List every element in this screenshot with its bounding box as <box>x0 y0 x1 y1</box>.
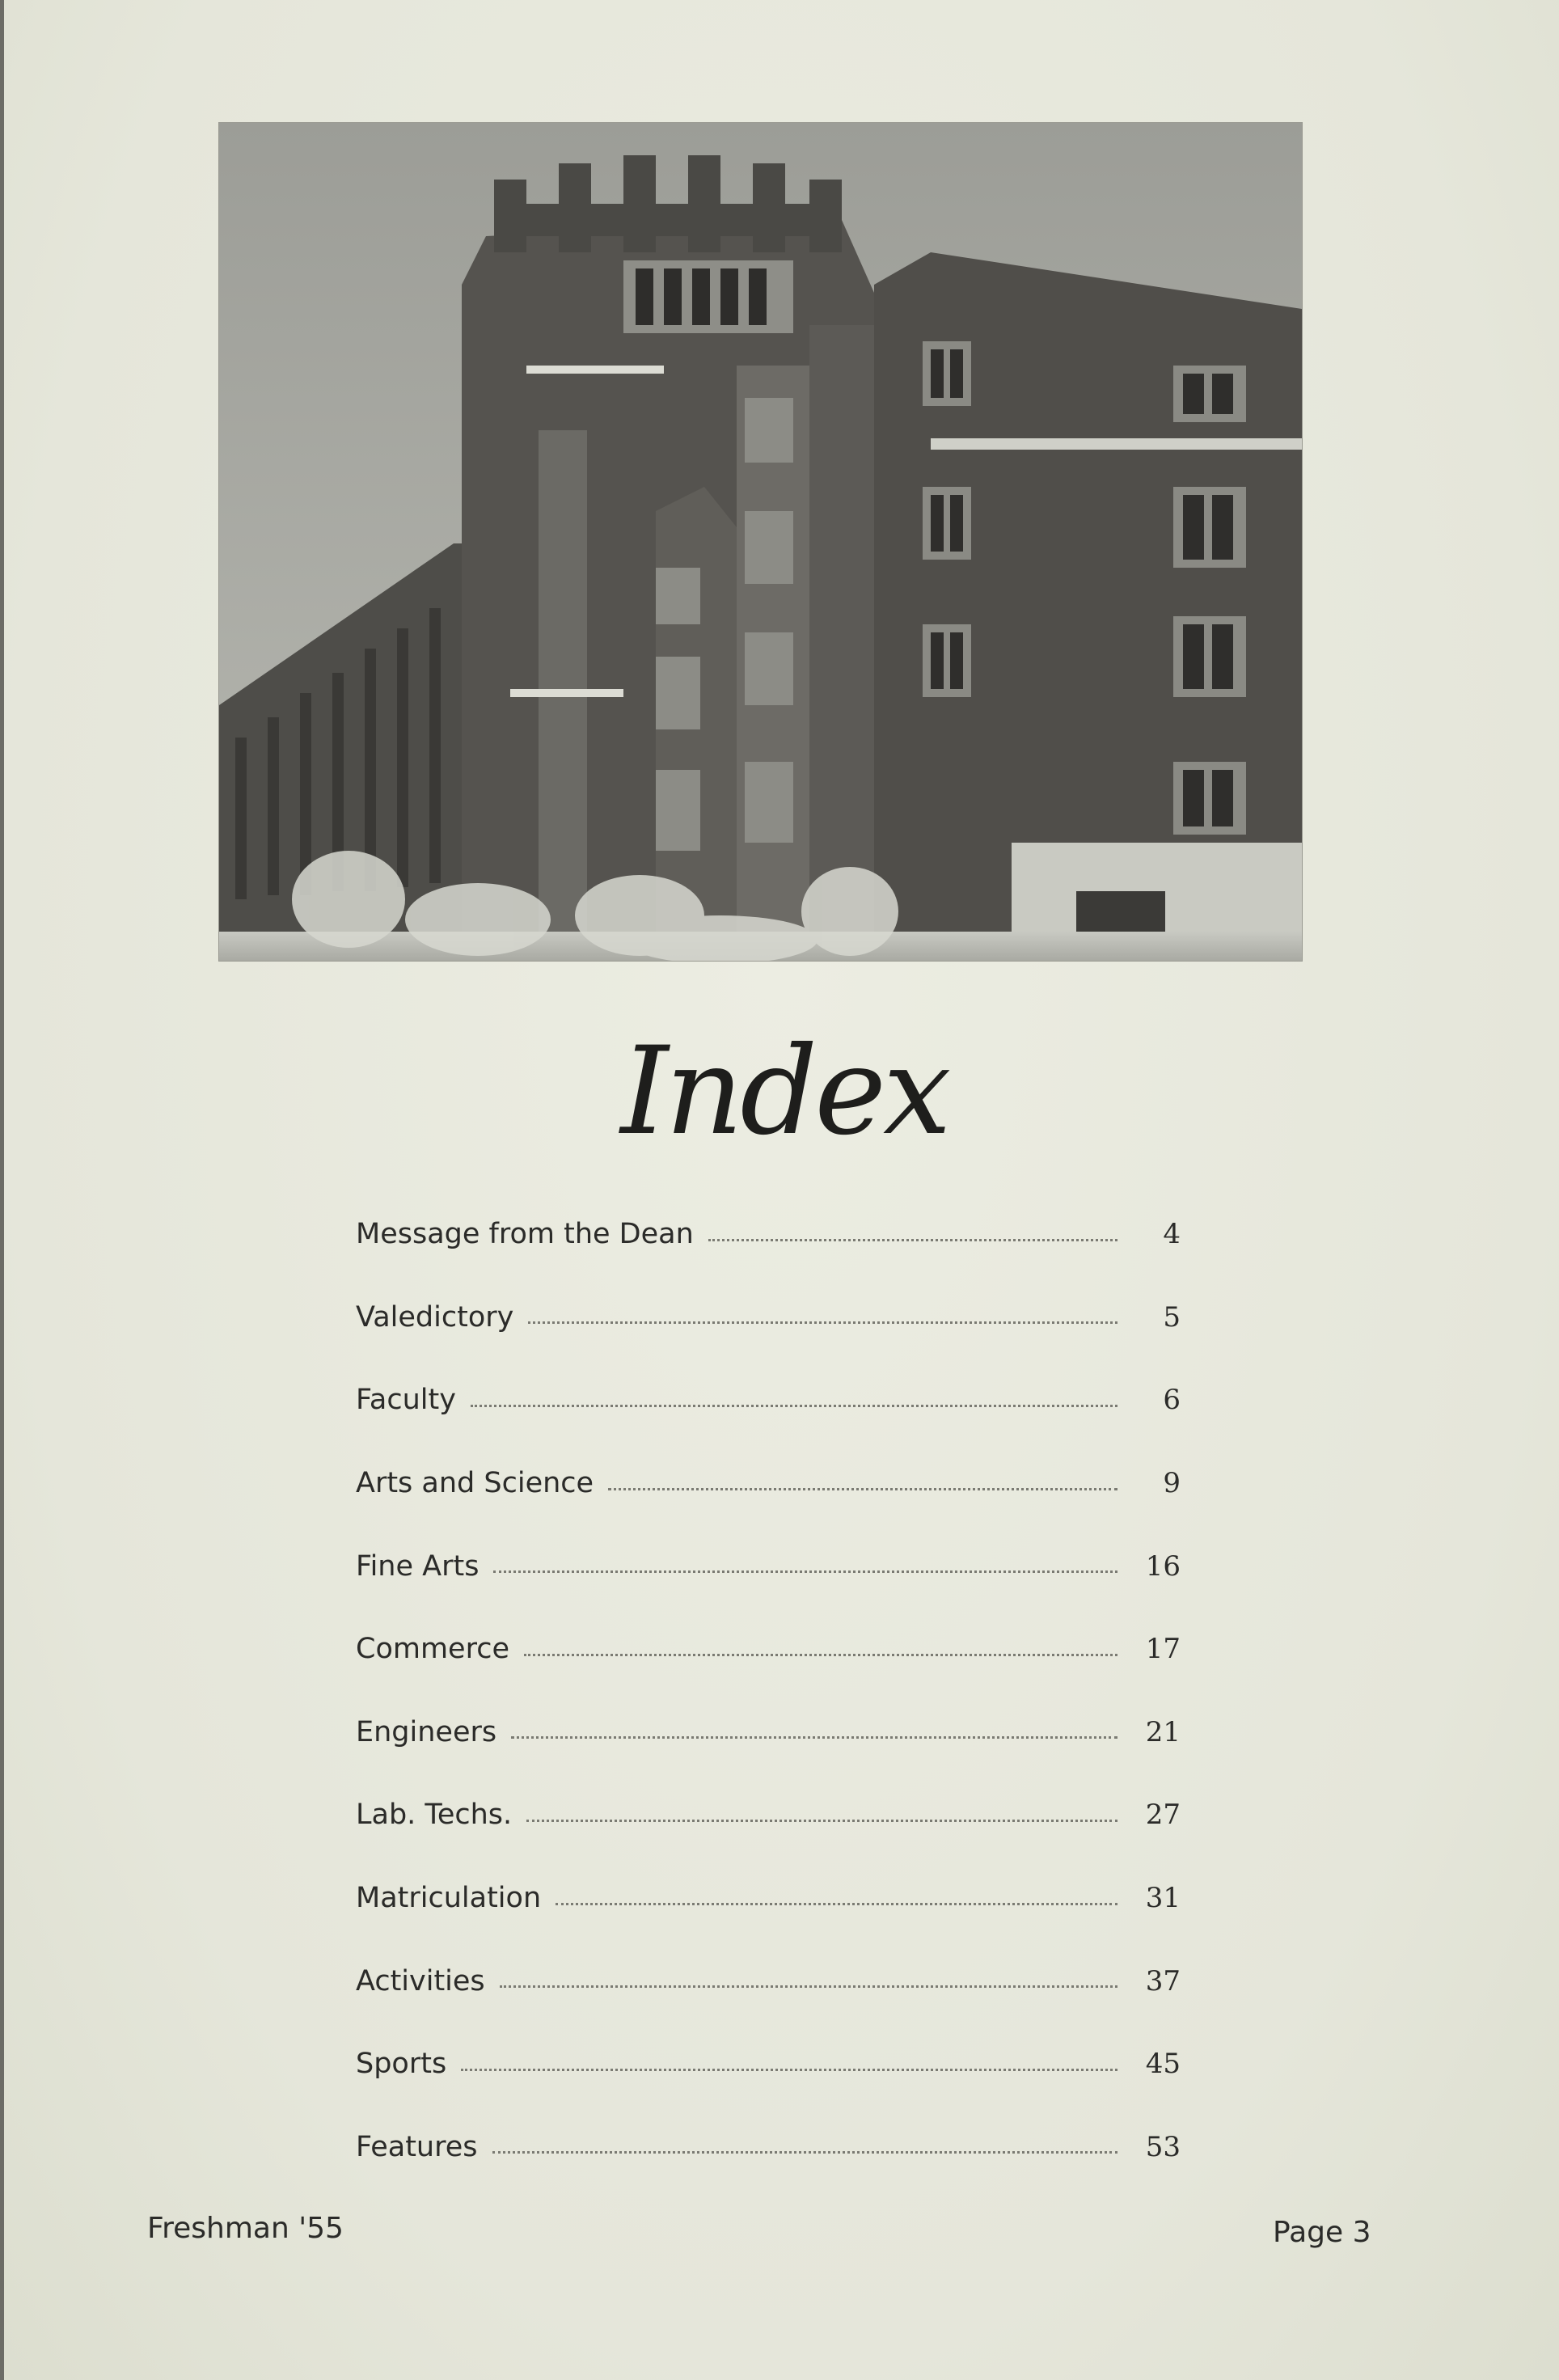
toc-entry <box>356 1193 1181 1276</box>
toc-entry-page: 31 <box>1145 1882 1181 1915</box>
toc-dot-leader <box>526 1820 1117 1822</box>
toc-dot-leader <box>500 1985 1117 1988</box>
building-photo <box>219 123 1302 961</box>
toc-entry <box>356 1276 1181 1359</box>
building-photo-illustration <box>219 123 1302 961</box>
footer-publication: Freshman '55 <box>147 2212 344 2245</box>
toc-entry-page: 21 <box>1145 1715 1181 1748</box>
toc-dot-leader <box>492 2151 1118 2154</box>
toc-entry-label: Lab. Techs. <box>356 1799 513 1832</box>
toc-entry <box>356 1442 1181 1525</box>
toc-dot-leader <box>524 1654 1117 1656</box>
page-spine <box>0 0 4 2380</box>
toc-dot-leader <box>461 2069 1117 2071</box>
toc-entry-page: 5 <box>1163 1300 1181 1334</box>
toc-entry-page: 17 <box>1145 1633 1181 1666</box>
footer-page-number: Page 3 <box>1273 2216 1371 2249</box>
toc-entry-page: 45 <box>1145 2048 1181 2081</box>
toc-entry-label: Fine Arts <box>356 1549 480 1583</box>
toc-entry <box>356 1939 1181 2023</box>
toc-entry <box>356 2106 1181 2189</box>
toc-dot-leader <box>708 1239 1117 1241</box>
toc-entry <box>356 1857 1181 1940</box>
toc-entry-page: 6 <box>1163 1384 1181 1417</box>
toc-entry-page: 9 <box>1163 1467 1181 1500</box>
toc-entry <box>356 1691 1181 1774</box>
toc-entry-page: 4 <box>1163 1218 1181 1251</box>
toc-entry-label: Matriculation <box>356 1882 542 1915</box>
toc-dot-leader <box>493 1570 1117 1573</box>
toc-entry-label: Engineers <box>356 1715 497 1748</box>
toc-dot-leader <box>528 1321 1117 1324</box>
toc-entry-label: Faculty <box>356 1384 456 1417</box>
toc-entry-label: Valedictory <box>356 1300 514 1334</box>
toc-entry <box>356 1608 1181 1691</box>
toc-dot-leader <box>608 1488 1117 1490</box>
toc-dot-leader <box>471 1405 1117 1407</box>
toc-entry <box>356 2023 1181 2106</box>
toc-entry-page: 37 <box>1145 1964 1181 1997</box>
toc-entry <box>356 1773 1181 1857</box>
toc-entry-label: Arts and Science <box>356 1467 594 1500</box>
toc-entry <box>356 1359 1181 1442</box>
toc-entry-label: Activities <box>356 1964 485 1997</box>
toc-entry-label: Sports <box>356 2048 447 2081</box>
toc-entry <box>356 1524 1181 1608</box>
toc-dot-leader <box>556 1903 1117 1905</box>
toc-entry-page: 53 <box>1145 2130 1181 2163</box>
page-title: Index <box>620 1021 948 1162</box>
toc-entry-label: Commerce <box>356 1633 509 1666</box>
toc-entry-page: 16 <box>1145 1549 1181 1583</box>
toc-entry-label: Features <box>356 2130 478 2163</box>
toc-entry-page: 27 <box>1145 1799 1181 1832</box>
toc-entry-label: Message from the Dean <box>356 1218 694 1251</box>
toc-dot-leader <box>511 1736 1117 1739</box>
table-of-contents <box>356 1193 1181 2188</box>
